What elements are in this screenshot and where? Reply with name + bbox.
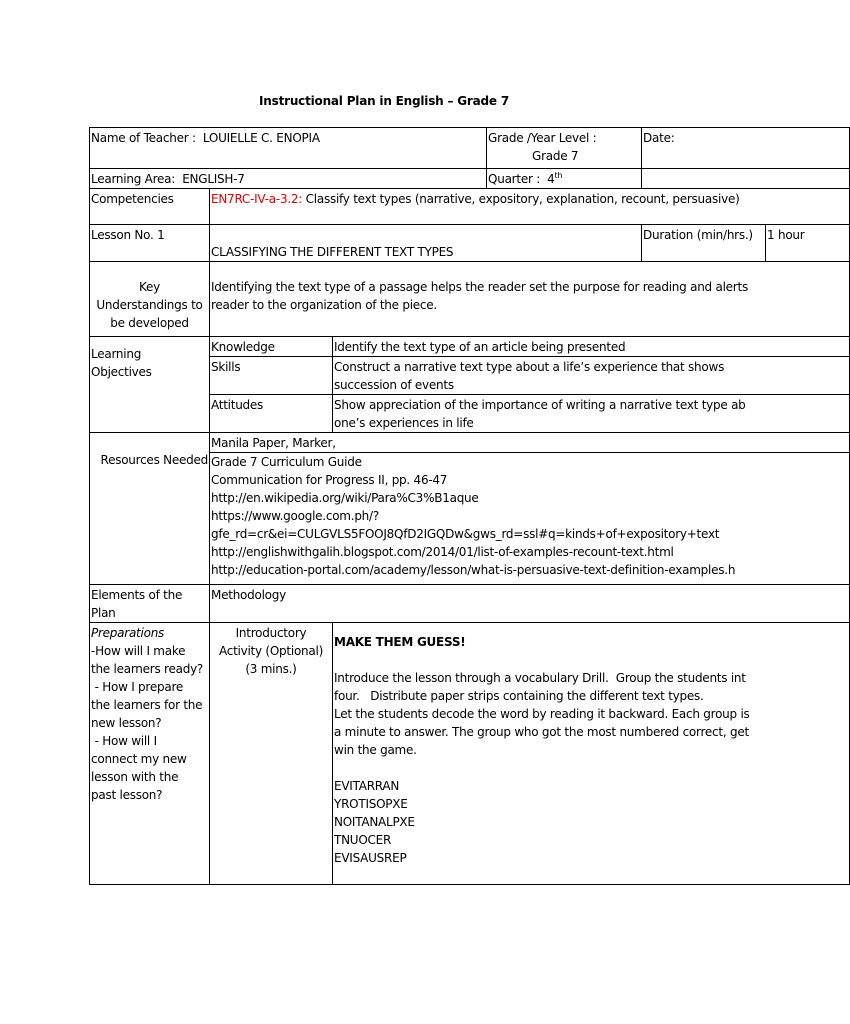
resources-list-cell	[210, 433, 850, 585]
date-cell	[642, 128, 850, 169]
quarter-empty-cell	[642, 169, 850, 189]
key-label-line2: Understandings to	[96, 298, 203, 312]
teacher-label: Name of Teacher :	[91, 131, 196, 145]
key-label-line1: Key	[138, 280, 160, 294]
resource-link[interactable]: http://education-portal.com/academy/lesson/what-is-persuasive-text-definition-examples.h	[211, 563, 736, 577]
resource-link-continued[interactable]: gfe_rd=cr&ei=CULGVLS5FOOJ8QfD2IGQDw&gws_rd=ssl#q=kinds+of+expository+text	[211, 527, 720, 541]
knowledge-label-cell	[210, 337, 333, 357]
competency-code: EN7RC-IV-a-3.2:	[211, 192, 303, 206]
key-understandings-row	[90, 262, 850, 337]
objectives-label-line1: Learning	[91, 347, 142, 361]
lesson-label: Lesson No. 1	[91, 228, 165, 242]
preparations-line: past lesson?	[91, 788, 163, 802]
competencies-label: Competencies	[91, 192, 174, 206]
scrambled-word: TNUOCER	[334, 833, 392, 847]
preparations-cell	[90, 623, 210, 885]
document-title: Instructional Plan in English – Grade 7	[259, 94, 509, 108]
key-text-line1: Identifying the text type of a passage helps the reader set the purpose for reading and alerts	[211, 280, 748, 294]
learning-area-label: Learning Area:	[91, 172, 176, 186]
key-text-line2: reader to the organization of the piece.	[211, 298, 437, 312]
knowledge-text-cell	[333, 337, 850, 357]
preparations-line: - How will I	[91, 734, 157, 748]
competencies-label-cell	[90, 189, 210, 225]
skills-line2: succession of events	[334, 378, 454, 392]
activity-line3: (3 mins.)	[245, 662, 297, 676]
quarter-cell	[487, 169, 642, 189]
attitudes-line2: one’s experiences in life	[334, 416, 474, 430]
preparations-line: the learners ready?	[91, 662, 204, 676]
instructional-plan-table	[89, 127, 850, 885]
preparations-line: - How I prepare	[91, 680, 183, 694]
skills-label: Skills	[211, 360, 241, 374]
grade-label: Grade /Year Level :	[488, 131, 597, 145]
preparations-line: connect my new	[91, 752, 187, 766]
knowledge-row	[90, 337, 850, 357]
teacher-name: LOUIELLE C. ENOPIA	[202, 131, 320, 145]
attitudes-text-cell	[333, 395, 850, 433]
activity-body-line: win the game.	[334, 743, 417, 757]
activity-cell	[210, 623, 333, 885]
teacher-row	[90, 128, 850, 169]
teacher-cell	[90, 128, 487, 169]
lesson-row	[90, 225, 850, 262]
lesson-label-cell	[90, 225, 210, 262]
elements-label-cell	[90, 585, 210, 623]
grade-cell	[487, 128, 642, 169]
preparations-row	[90, 623, 850, 885]
duration-value: 1 hour	[767, 228, 805, 242]
grade-value: Grade 7	[532, 149, 579, 163]
activity-title: MAKE THEM GUESS!	[334, 635, 466, 649]
skills-text-cell	[333, 357, 850, 395]
lesson-topic: CLASSIFYING THE DIFFERENT TEXT TYPES	[211, 245, 454, 259]
attitudes-label: Attitudes	[211, 398, 264, 412]
resource-item: Grade 7 Curriculum Guide	[211, 455, 362, 469]
duration-value-cell	[766, 225, 850, 262]
key-label-line3: be developed	[110, 316, 189, 330]
scrambled-word: YROTISOPXE	[334, 797, 408, 811]
activity-body-line: Introduce the lesson through a vocabulary Drill. Group the students int	[334, 671, 746, 685]
scrambled-word: EVITARRAN	[334, 779, 400, 793]
elements-row	[90, 585, 850, 623]
activity-description-cell	[333, 623, 850, 885]
resource-item: Manila Paper, Marker,	[210, 433, 849, 453]
methodology-label: Methodology	[211, 588, 286, 602]
resource-link[interactable]: http://englishwithgalih.blogspot.com/2014/01/list-of-examples-recount-text.html	[211, 545, 674, 559]
quarter-sup: th	[554, 171, 563, 180]
activity-body-line: four. Distribute paper strips containing the different text types.	[334, 689, 704, 703]
knowledge-label: Knowledge	[211, 340, 275, 354]
skills-label-cell	[210, 357, 333, 395]
resource-link[interactable]: https://www.google.com.ph/?	[211, 509, 379, 523]
attitudes-line1: Show appreciation of the importance of writing a narrative text type ab	[334, 398, 746, 412]
learning-area-row	[90, 169, 850, 189]
duration-label-cell	[642, 225, 766, 262]
objectives-label-cell	[90, 337, 210, 433]
activity-body-line: Let the students decode the word by reading it backward. Each group is	[334, 707, 750, 721]
learning-area-cell	[90, 169, 487, 189]
resources-label-cell	[90, 433, 210, 585]
learning-area-value: ENGLISH-7	[182, 172, 245, 186]
preparations-line: the learners for the	[91, 698, 203, 712]
competencies-value-cell	[210, 189, 850, 225]
preparations-line: lesson with the	[91, 770, 179, 784]
scrambled-word: EVISAUSREP	[334, 851, 407, 865]
plan-table-container	[0, 127, 805, 887]
competencies-row	[90, 189, 850, 225]
activity-body-line: a minute to answer. The group who got the most numbered correct, get	[334, 725, 749, 739]
scrambled-word: NOITANALPXE	[334, 815, 415, 829]
key-understandings-label-cell	[90, 262, 210, 337]
elements-label-line1: Elements of the	[91, 588, 183, 602]
resources-row	[90, 433, 850, 585]
date-label: Date:	[643, 131, 675, 145]
skills-line1: Construct a narrative text type about a life’s experience that shows	[334, 360, 725, 374]
competency-text: Classify text types (narrative, expository, explanation, recount, persuasive)	[302, 192, 740, 206]
duration-label: Duration (min/hrs.)	[643, 228, 753, 242]
preparations-line: new lesson?	[91, 716, 162, 730]
attitudes-label-cell	[210, 395, 333, 433]
resource-item: Communication for Progress II, pp. 46-47	[211, 473, 448, 487]
quarter-value: 4	[547, 172, 555, 186]
objectives-label-line2: Objectives	[91, 365, 152, 379]
lesson-topic-cell	[210, 225, 642, 262]
preparations-line: -How will I make	[91, 644, 186, 658]
key-understandings-text-cell	[210, 262, 850, 337]
activity-line2: Activity (Optional)	[218, 644, 324, 658]
activity-line1: Introductory	[235, 626, 307, 640]
knowledge-text: Identify the text type of an article being presented	[334, 340, 626, 354]
resource-link[interactable]: http://en.wikipedia.org/wiki/Para%C3%B1aque	[211, 491, 479, 505]
methodology-cell	[210, 585, 850, 623]
resources-label: Resources Needed	[100, 453, 208, 467]
elements-label-line2: Plan	[91, 606, 116, 620]
preparations-heading: Preparations	[91, 626, 165, 640]
quarter-label: Quarter :	[488, 172, 540, 186]
